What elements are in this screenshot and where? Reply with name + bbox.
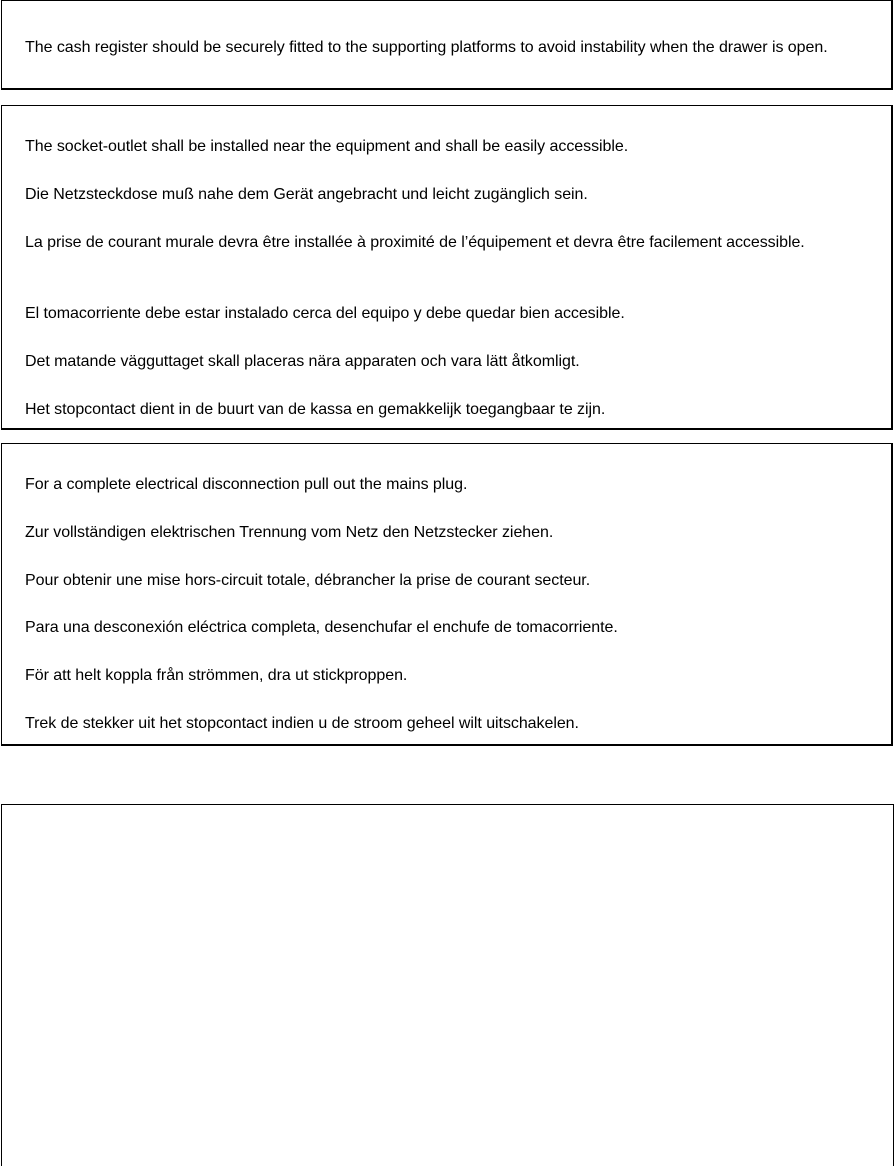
socket-notice-german: Die Netzsteckdose muß nahe dem Gerät angebracht und leicht zugänglich sein. — [25, 186, 588, 203]
disconnect-notice-german: Zur vollständigen elektrischen Trennung vom Netz den Netzstecker ziehen. — [25, 524, 554, 541]
stability-warning-text: The cash register should be securely fitted to the supporting platforms to avoid instability when the drawer is open. — [25, 39, 828, 56]
socket-notice-english: The socket-outlet shall be installed near the equipment and shall be easily accessible. — [25, 138, 629, 155]
socket-notice-spanish: El tomacorriente debe estar instalado cerca del equipo y debe quedar bien accesible. — [25, 305, 625, 322]
disconnect-notice-french: Pour obtenir une mise hors-circuit totale, débrancher la prise de courant secteur. — [25, 572, 591, 589]
socket-notice-french: La prise de courant murale devra être installée à proximité de l’équipement et devra être facilement accessible. — [25, 234, 805, 251]
socket-notice-swedish: Det matande vägguttaget skall placeras nära apparaten och vara lätt åtkomligt. — [25, 353, 580, 370]
socket-outlet-notice-box — [1, 105, 893, 430]
stability-warning-box — [1, 0, 893, 90]
empty-frame-box — [1, 804, 894, 1166]
disconnect-notice-english: For a complete electrical disconnection pull out the mains plug. — [25, 476, 468, 493]
socket-notice-dutch: Het stopcontact dient in de buurt van de kassa en gemakkelijk toegangbaar te zijn. — [25, 401, 606, 418]
disconnect-notice-dutch: Trek de stekker uit het stopcontact indien u de stroom geheel wilt uitschakelen. — [25, 715, 579, 732]
disconnect-notice-spanish: Para una desconexión eléctrica completa, desenchufar el enchufe de tomacorriente. — [25, 619, 618, 636]
disconnection-notice-box — [1, 443, 893, 746]
disconnect-notice-swedish: För att helt koppla från strömmen, dra ut stickproppen. — [25, 667, 408, 684]
